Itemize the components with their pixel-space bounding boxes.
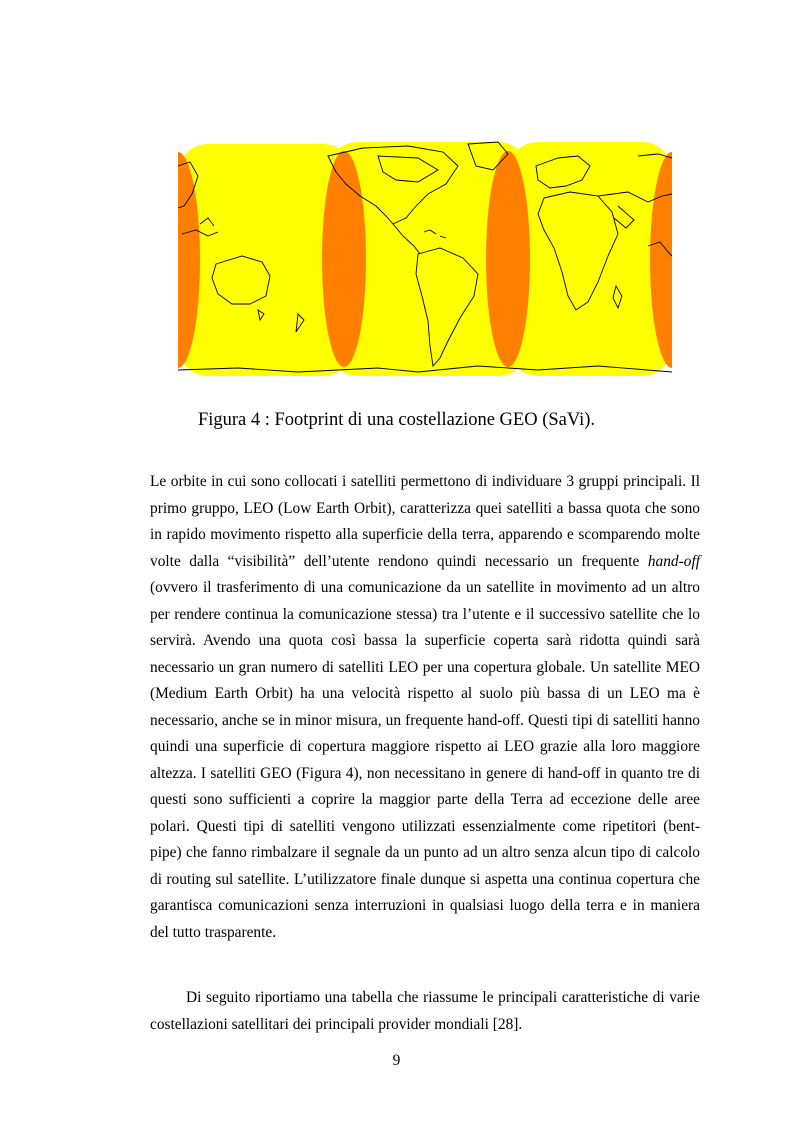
overlap-zone <box>486 151 530 367</box>
world-map-footprint-icon <box>178 136 672 380</box>
page-number: 9 <box>392 1052 401 1069</box>
paragraph-text: Le orbite in cui sono collocati i satelliti permettono di individuare 3 gruppi principali. Il primo gruppo, LEO (Low Earth Orbit), caratterizza quei satelliti a bassa quota che sono in rapido movimento rispetto alla superficie della terra, apparendo e scomparendo molte volte dalla “visibilità” dell’utente rendono quindi necessario un frequente <box>150 473 700 570</box>
emphasized-term: hand-off <box>647 552 700 570</box>
footprint-figure <box>178 136 672 380</box>
figure-caption: Figura 4 : Footprint di una costellazione GEO (SaVi). <box>197 410 596 430</box>
paragraph-text: (ovvero il trasferimento di una comunicazione da un satellite in movimento ad un altro per rendere continua la comunicazione stessa) tra l’utente e il successivo satellite che lo servirà. Avendo una quota così bassa la superficie coperta sarà ridotta quindi sarà necessario un gran numero di satelliti LEO per una copertura globale. Un satellite MEO (Medium Earth Orbit) ha una velocità rispetto al suolo più bassa di un LEO ma è necessario, anche se in minor misura, un frequente hand-off. Questi tipi di satelliti hanno quindi una superficie di copertura maggiore rispetto ai LEO grazie alla loro maggiore altezza. I satelliti GEO (Figura 4), non necessitano in genere di hand-off in quanto tre di questi sono sufficienti a coprire la maggior parte della Terra ad eccezione delle aree polari. Questi tipi di satelliti vengono utilizzati essenzialmente come ripetitori (bent-pipe) che fanno rimbalzare il segnale da un punto ad un altro senza alcun tipo di calcolo di routing sul satellite. L’utilizzatore finale dunque si aspetta una continua copertura che garantisca comunicazioni senza interruzioni in qualsiasi luogo della terra e in maniera del tutto trasparente. <box>150 579 700 941</box>
body-paragraph: Di seguito riportiamo una tabella che riassume le principali caratteristiche di varie costellazioni satellitari dei principali provider mondiali [28]. <box>150 989 700 1033</box>
overlap-zone <box>322 151 366 367</box>
body-paragraph <box>150 469 700 946</box>
coverage-area <box>508 142 672 376</box>
